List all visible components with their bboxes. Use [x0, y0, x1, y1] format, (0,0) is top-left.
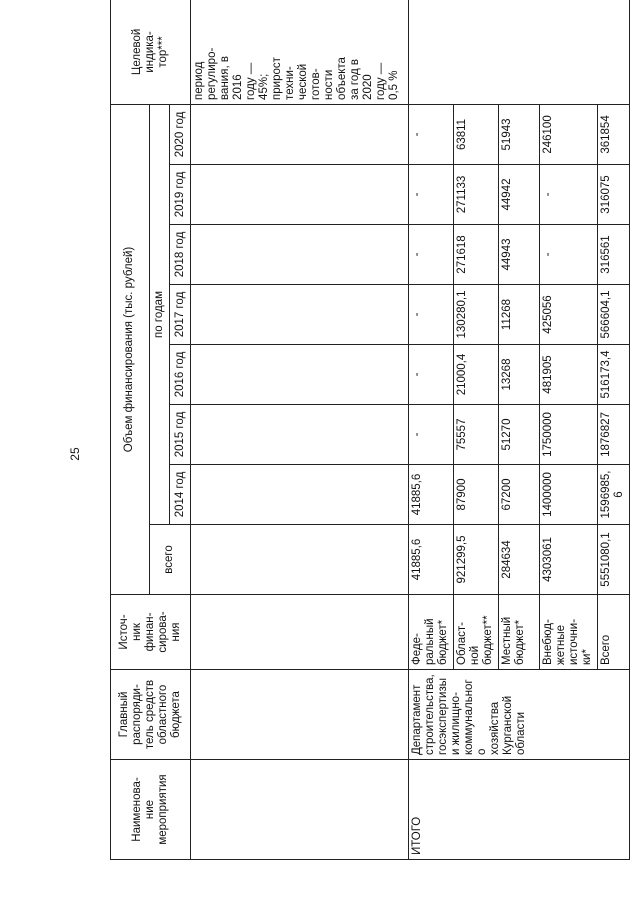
- row-2017: -: [408, 285, 453, 345]
- empty-cell: [190, 595, 408, 670]
- row-total: 921299,5: [453, 525, 498, 595]
- target-empty: [408, 0, 629, 104]
- row-total: 284634: [498, 525, 539, 595]
- empty-cell: [190, 760, 408, 860]
- row-2014: 67200: [498, 465, 539, 525]
- row-2015: -: [408, 405, 453, 465]
- row-2018: -: [539, 225, 597, 285]
- row-source: Местный бюджет*: [498, 595, 539, 670]
- header-year: 2016 год: [170, 345, 190, 405]
- row-2016: 21000,4: [453, 345, 498, 405]
- row-2019: 316075: [598, 165, 630, 225]
- header-target: Целевой индика- тор***: [111, 0, 191, 104]
- row-2020: 246100: [539, 104, 597, 164]
- row-2020: -: [408, 104, 453, 164]
- row-2017: 425056: [539, 285, 597, 345]
- row-2020: 63811: [453, 104, 498, 164]
- row-2014: 1400000: [539, 465, 597, 525]
- row-2016: 516173,4: [598, 345, 630, 405]
- row-total: 4303061: [539, 525, 597, 595]
- row-source: Всего: [598, 595, 630, 670]
- total-label: ИТОГО: [408, 760, 629, 860]
- rotated-table-wrapper: [110, 28, 630, 860]
- empty-cell: [190, 465, 408, 525]
- empty-cell: [190, 285, 408, 345]
- row-2019: -: [408, 165, 453, 225]
- department-name: Департамент строительства, госэкспертизы и жилищно- коммунального хозяйства Курганской области: [408, 670, 629, 760]
- row-2020: 361854: [598, 104, 630, 164]
- row-2019: 271133: [453, 165, 498, 225]
- empty-cell: [190, 165, 408, 225]
- empty-cell: [190, 405, 408, 465]
- empty-cell: [190, 104, 408, 164]
- row-2018: -: [408, 225, 453, 285]
- header-year: 2014 год: [170, 465, 190, 525]
- row-2014: 87900: [453, 465, 498, 525]
- row-2018: 271618: [453, 225, 498, 285]
- row-2015: 1750000: [539, 405, 597, 465]
- row-2015: 1876827: [598, 405, 630, 465]
- row-2020: 51943: [498, 104, 539, 164]
- header-year: 2018 год: [170, 225, 190, 285]
- row-2014: 41885,6: [408, 465, 453, 525]
- row-total: 5551080,1: [598, 525, 630, 595]
- row-2014: 1596985,6: [598, 465, 630, 525]
- header-year: 2015 год: [170, 405, 190, 465]
- row-2018: 316561: [598, 225, 630, 285]
- row-2016: -: [408, 345, 453, 405]
- row-total: 41885,6: [408, 525, 453, 595]
- empty-cell: [190, 670, 408, 760]
- row-2019: 44942: [498, 165, 539, 225]
- empty-cell: [190, 225, 408, 285]
- funding-table: [110, 0, 630, 860]
- row-source: Област- ной бюджет**: [453, 595, 498, 670]
- header-year: 2017 год: [170, 285, 190, 345]
- row-2015: 75557: [453, 405, 498, 465]
- header-funding: Объем финансирования (тыс. рублей): [111, 104, 150, 594]
- empty-cell: [190, 345, 408, 405]
- row-2017: 566604,1: [598, 285, 630, 345]
- header-manager: Главный распоряди- тель средств областного бюджета: [111, 670, 191, 760]
- page-number: 25: [68, 447, 82, 461]
- row-2017: 11268: [498, 285, 539, 345]
- header-year: 2020 год: [170, 104, 190, 164]
- row-2016: 13268: [498, 345, 539, 405]
- header-activity: Наименова- ние мероприятия: [111, 760, 191, 860]
- row-2015: 51270: [498, 405, 539, 465]
- target-indicator-text: период регулиро- вания, в 2016 году — 45%; прирост техни- ческой готов- ности объекта за год в 2020 году — 0,5 %: [190, 0, 408, 104]
- row-2018: 44943: [498, 225, 539, 285]
- row-source: Внебюд- жетные источни- ки*: [539, 595, 597, 670]
- row-2017: 130280,1: [453, 285, 498, 345]
- header-by-years: по годам: [149, 104, 169, 524]
- header-total: всего: [149, 525, 190, 595]
- header-year: 2019 год: [170, 165, 190, 225]
- empty-cell: [190, 525, 408, 595]
- row-2016: 481905: [539, 345, 597, 405]
- row-2019: -: [539, 165, 597, 225]
- row-source: Феде- ральный бюджет*: [408, 595, 453, 670]
- header-source: Источ- ник финан- сирова- ния: [111, 595, 191, 670]
